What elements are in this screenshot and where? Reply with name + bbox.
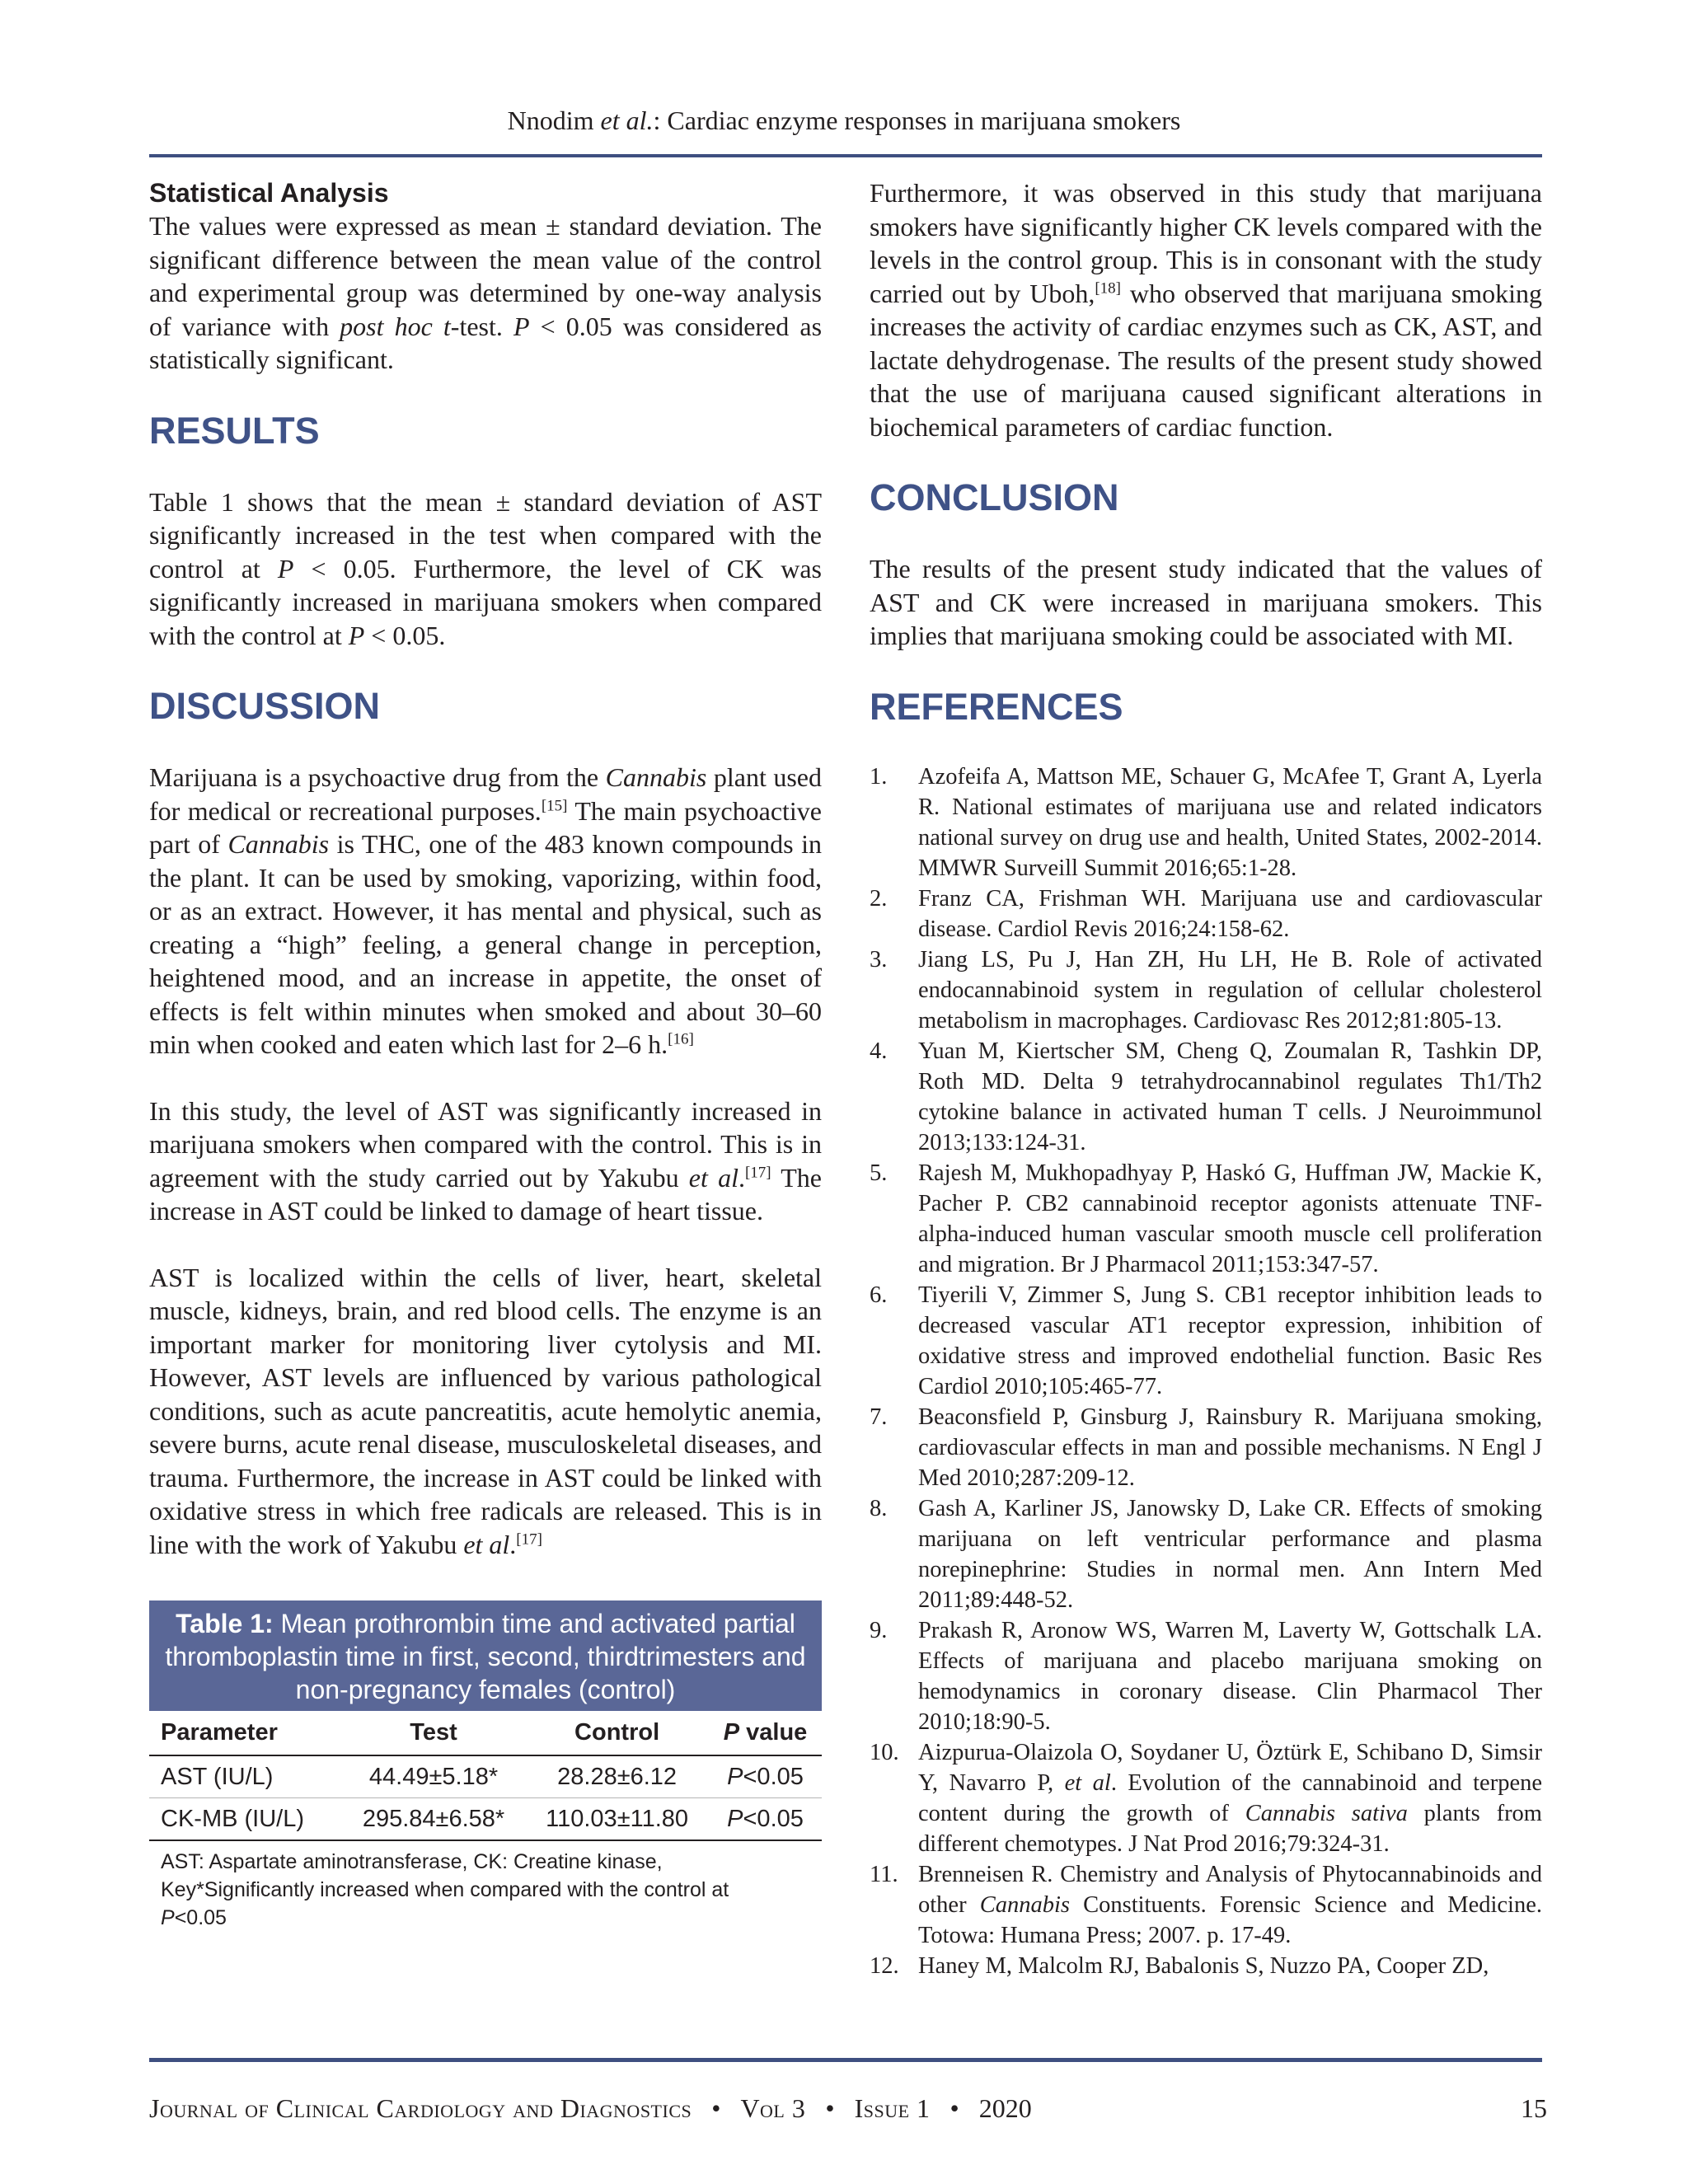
discussion-paragraph-3: AST is localized within the cells of liver, heart, skeletal muscle, kidneys, brain, and red blood cells. The enzyme is an important marker for monitoring liver cytolysis and MI. However, AST levels are influenced by various pathological conditions, such as acute pancreatitis, acute hemolytic anemia, severe burns, acute renal disease, musculoskeletal diseases, and trauma. Furthermore, the increase in AST could be linked with oxidative stress in which free radicals are released. This is in line with the work of Yakubu et al.[17] bbox=[149, 1262, 822, 1559]
running-head-title: : Cardiac enzyme responses in marijuana smokers bbox=[653, 105, 1181, 135]
cell-p-value: P<0.05 bbox=[709, 1755, 822, 1798]
header-control: Control bbox=[525, 1711, 709, 1755]
journal-year: 2020 bbox=[978, 2093, 1032, 2123]
table-row bbox=[149, 1755, 822, 1798]
cell-test: 44.49±5.18* bbox=[342, 1755, 525, 1798]
reference-item: 3. Jiang LS, Pu J, Han ZH, Hu LH, He B. Role of activated endocannabinoid system in regulation of cellular cholesterol metabolism in macrophages. Cardiovasc Res 2012;81:805-13. bbox=[870, 946, 1542, 1033]
table-header-row bbox=[149, 1711, 822, 1755]
reference-item: 5. Rajesh M, Mukhopadhyay P, Haskó G, Huffman JW, Mackie K, Pacher P. CB2 cannabinoid receptor agonists attenuate TNF-alpha-induced human vascular smooth muscle cell proliferation and migration. Br J Pharmacol 2011;153:347-57. bbox=[870, 1160, 1542, 1277]
reference-item: 8. Gash A, Karliner JS, Janowsky D, Lake CR. Effects of smoking marijuana on left ventricular performance and plasma norepinephrine: Studies in normal men. Ann Intern Med 2011;89:448-52. bbox=[870, 1495, 1542, 1613]
page-number: 15 bbox=[1521, 2093, 1547, 2123]
right-column bbox=[870, 176, 1542, 1981]
discussion-heading: DISCUSSION bbox=[149, 685, 381, 727]
reference-item: 2. Franz CA, Frishman WH. Marijuana use and cardiovascular disease. Cardiol Revis 2016;24:158-62. bbox=[870, 885, 1542, 942]
data-table bbox=[149, 1711, 822, 1841]
discussion-paragraph-1: Marijuana is a psychoactive drug from the Cannabis plant used for medical or recreational purposes.[15] The main psychoactive part of Cannabis is THC, one of the 483 known compounds in the plant. It can be used by smoking, vaporizing, within food, or as an extract. However, it has mental and physical, such as creating a “high” feeling, a general change in perception, heightened mood, and an increase in appetite, the onset of effects is felt within minutes when smoked and about 30–60 min when cooked and eaten which last for 2–6 h.[16] bbox=[149, 762, 823, 1059]
statistical-analysis-heading: Statistical Analysis bbox=[149, 178, 389, 208]
cell-parameter: AST (IU/L) bbox=[149, 1755, 342, 1798]
journal-issue: Issue 1 bbox=[854, 2093, 931, 2123]
cell-p-value: P<0.05 bbox=[709, 1798, 822, 1841]
journal-name: Journal of Clinical Cardiology and Diagnostics bbox=[149, 2093, 692, 2123]
cell-parameter: CK-MB (IU/L) bbox=[149, 1798, 342, 1841]
statistical-analysis-text: The values were expressed as mean ± standard deviation. The significant difference between the mean value of the control and experimental group was determined by one-way analysis of variance with post hoc t-test. P < 0.05 was considered as statistically significant. bbox=[149, 211, 823, 374]
discussion-paragraph-2: In this study, the level of AST was significantly increased in marijuana smokers when compared with the control. This is in agreement with the study carried out by Yakubu et al.[17] The increase in AST could be linked to damage of heart tissue. bbox=[149, 1095, 823, 1226]
footer-rule bbox=[149, 2058, 1542, 2062]
reference-item: 7. Beaconsfield P, Ginsburg J, Rainsbury R. Marijuana smoking, cardiovascular effects in man and possible mechanisms. N Engl J Med 2010;287:209-12. bbox=[870, 1404, 1542, 1491]
left-column bbox=[149, 176, 822, 1932]
journal-volume: Vol 3 bbox=[740, 2093, 806, 2123]
cell-control: 28.28±6.12 bbox=[525, 1755, 709, 1798]
reference-item: 9. Prakash R, Aronow WS, Warren M, Laverty W, Gottschalk LA. Effects of marijuana and placebo marijuana smoking on hemodynamics in coronary disease. Clin Pharmacol Ther 2010;18:90-5. bbox=[870, 1617, 1542, 1735]
header-rule bbox=[149, 154, 1542, 157]
reference-item: 11. Brenneisen R. Chemistry and Analysis of Phytocannabinoids and other Cannabis Constituents. Forensic Science and Medicine. Totowa: Humana Press; 2007. p. 17-49. bbox=[870, 1861, 1542, 1948]
header-p-value: P value bbox=[709, 1711, 822, 1755]
page-footer bbox=[149, 2092, 1547, 2125]
table-caption: Table 1: Mean prothrombin time and activated partial thromboplastin time in first, second, thirdtrimesters and non-pregnancy females (control) bbox=[149, 1601, 822, 1711]
conclusion-heading: CONCLUSION bbox=[870, 476, 1119, 518]
conclusion-text: The results of the present study indicated that the values of AST and CK were increased in marijuana smokers. This implies that marijuana smoking could be associated with MI. bbox=[870, 554, 1542, 650]
references-heading: REFERENCES bbox=[870, 685, 1123, 728]
discussion-paragraph-4: Furthermore, it was observed in this study that marijuana smokers have significantly higher CK levels compared with the levels in the control group. This is in consonant with the study carried out by Uboh,[18] who observed that marijuana smoking increases the activity of cardiac enzymes such as CK, AST, and lactate dehydrogenase. The results of the present study showed that the use of marijuana caused significant alterations in biochemical parameters of cardiac function. bbox=[870, 178, 1542, 442]
results-heading: RESULTS bbox=[149, 409, 320, 452]
reference-item: 12. Haney M, Malcolm RJ, Babalonis S, Nuzzo PA, Cooper ZD, bbox=[870, 1952, 1489, 1979]
footer-separator: • bbox=[950, 2093, 959, 2123]
header-parameter: Parameter bbox=[149, 1711, 342, 1755]
cell-control: 110.03±11.80 bbox=[525, 1798, 709, 1841]
table-1 bbox=[149, 1601, 822, 1932]
header-test: Test bbox=[342, 1711, 525, 1755]
footer-separator: • bbox=[711, 2093, 721, 2123]
reference-item: 6. Tiyerili V, Zimmer S, Jung S. CB1 receptor inhibition leads to decreased vascular AT1 receptor expression, inhibition of oxidative stress and improved endothelial function. Basic Res Cardiol 2010;105:465-77. bbox=[870, 1282, 1542, 1399]
reference-list bbox=[870, 762, 1542, 1981]
cell-test: 295.84±6.58* bbox=[342, 1798, 525, 1841]
running-head bbox=[0, 105, 1688, 136]
reference-item: 1. Azofeifa A, Mattson ME, Schauer G, McAfee T, Grant A, Lyerla R. National estimates of marijuana use and related indicators national survey on drug use and health, United States, 2002-2014. MMWR Surveill Summit 2016;65:1-28. bbox=[870, 763, 1542, 881]
running-head-author: Nnodim bbox=[507, 105, 594, 135]
table-footnote: AST: Aspartate aminotransferase, CK: Creatine kinase, Key*Significantly increased when compared with the control at P<0.05 bbox=[161, 1850, 729, 1929]
footer-separator: • bbox=[825, 2093, 835, 2123]
table-row bbox=[149, 1798, 822, 1841]
running-head-etal: et al. bbox=[600, 105, 654, 135]
reference-item: 4. Yuan M, Kiertscher SM, Cheng Q, Zoumalan R, Tashkin DP, Roth MD. Delta 9 tetrahydrocannabinol regulates Th1/Th2 cytokine balance in activated human T cells. J Neuroimmunol 2013;133:124-31. bbox=[870, 1038, 1542, 1155]
reference-item: 10. Aizpurua-Olaizola O, Soydaner U, Öztürk E, Schibano D, Simsir Y, Navarro P, et al. Evolution of the cannabinoid and terpene content during the growth of Cannabis sativa plants from different chemotypes. J Nat Prod 2016;79:324-31. bbox=[870, 1739, 1542, 1857]
results-text: Table 1 shows that the mean ± standard deviation of AST significantly increased in the test when compared with the control at P < 0.05. Furthermore, the level of CK was significantly increased in marijuana smokers when compared with the control at P < 0.05. bbox=[149, 486, 823, 650]
